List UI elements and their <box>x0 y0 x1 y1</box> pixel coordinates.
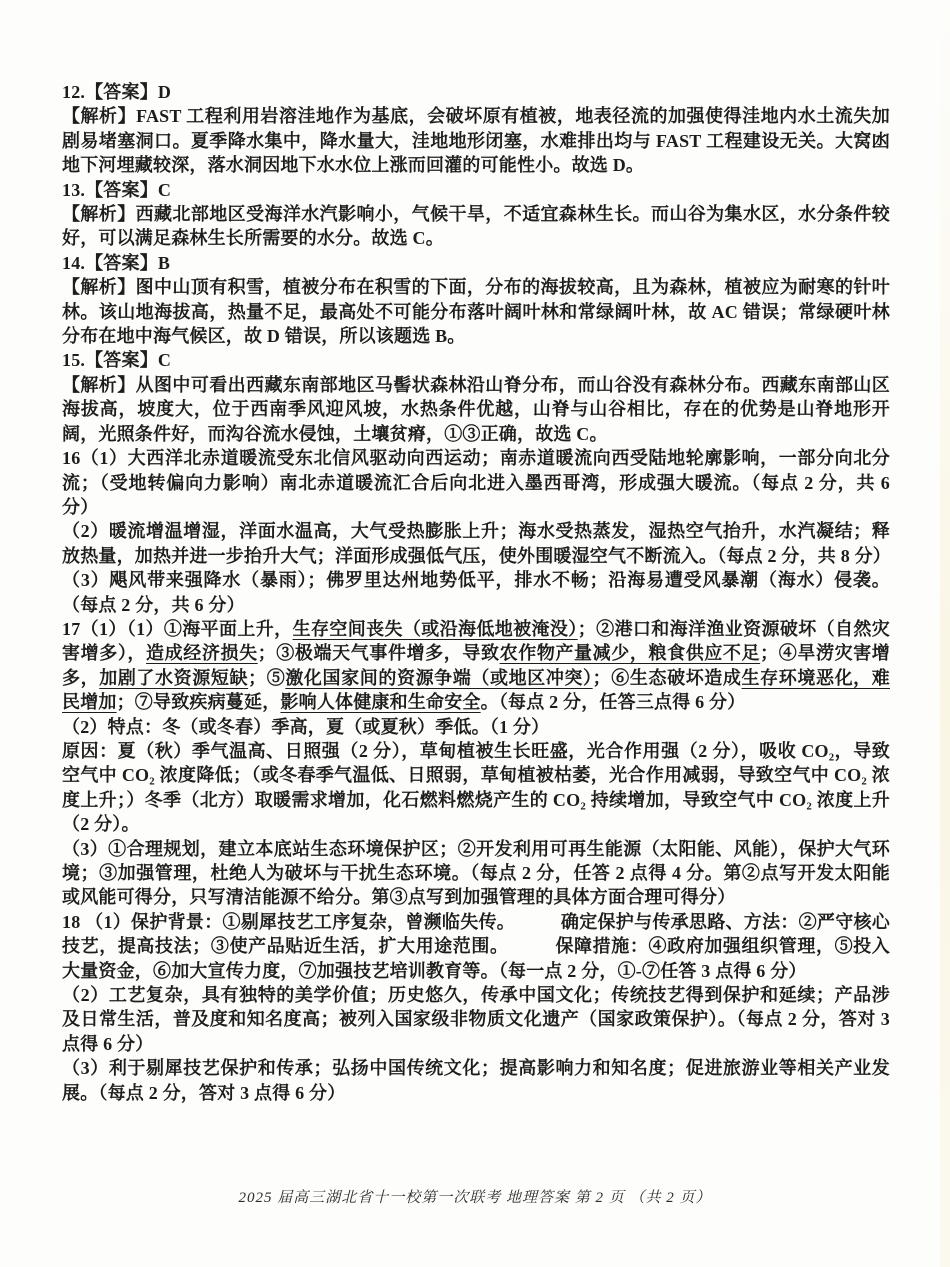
underlined-key-point: 生存环境恶化，难民增加 <box>62 667 890 713</box>
text-run: 18 （1）保护背景：①剔犀技艺工序复杂，曾濒临失传。 确定保护与传承思路、方法：②严守核心技艺，提高技法；③使产品贴近生活，扩大用途范围。 保障措施：④政府加强组织管理，⑤投入大量资金，⑥加大宣传力度，⑦加强技艺培训教育等。（每一点 2 分，①-⑦任答 3 点得 6 分） <box>62 911 890 981</box>
text-run: ；②港口和海洋渔业资源破坏（自然灾害增多）， <box>62 618 891 664</box>
text-run: （3）①合理规划，建立本底站生态环境保护区；②开发利用可再生能源（太阳能、风能），保护大气环境；③加强管理，杜绝人为破坏与干扰生态环境。（每点 2 分，任答 2 点得 4 分。第②点写开发太阳能或风能可得分，只写清洁能源不给分。第③点写到加强管理的具体方面合理可得分） <box>62 838 890 908</box>
underlined-key-point: 影响人体健康和生命安全 <box>280 692 481 713</box>
scan-edge-artifact <box>940 0 950 1267</box>
q18-part1 <box>62 910 890 983</box>
text-run: ；⑤ <box>248 667 286 688</box>
q17-part3 <box>62 837 890 910</box>
text-run: 12.【答案】D <box>62 82 172 102</box>
text-run: 【解析】FAST 工程利用岩溶洼地作为基底，会破坏原有植被，地表径流的加强使得洼地内水土流失加剧易堵塞洞口。夏季降水集中，降水量大，洼地地形闭塞，水难排出均与 FAST 工程建设无关。大窝凼地下河埋藏较深，落水洞因地下水水位上涨而回灌的可能性小。故选 D。 <box>62 106 890 176</box>
q15-analysis <box>62 373 890 446</box>
q14-answer <box>62 251 890 275</box>
text-run: 原因：夏（秋）季气温高、日照强（2 分），草甸植被生长旺盛，光合作用强（2 分），吸收 CO₂，导致空气中 CO₂ 浓度降低；（或冬春季气温低、日照弱，草甸植被枯萎，光合作用减弱，导致空气中 CO₂ 浓度上升；）冬季（北方）取暖需求增加，化石燃料燃烧产生的 CO₂ 持续增加，导致空气中 CO₂ 浓度上升（2 分）。 <box>62 740 890 835</box>
q13-answer <box>62 178 890 202</box>
text-run: ；③极端天气事件增多，导致 <box>257 643 500 664</box>
text-run: 13.【答案】C <box>62 179 172 200</box>
underlined-key-point: 激化国家间的资源争端（或地区冲突） <box>285 667 593 688</box>
underlined-key-point: 造成经济损失 <box>146 643 258 664</box>
q17-part1 <box>62 617 890 715</box>
q16-part3 <box>62 568 890 617</box>
text-run: 14.【答案】B <box>62 252 171 273</box>
q17-part2-reasons <box>62 739 890 837</box>
text-run: 【解析】从图中可看出西藏东南部地区马髻状森林沿山脊分布，而山谷没有森林分布。西藏东南部山区海拔高，坡度大，位于西南季风迎风坡，水热条件优越，山脊与山谷相比，存在的优势是山脊地形开阔，光照条件好，而沟谷流水侵蚀，土壤贫瘠，①③正确，故选 C。 <box>62 374 890 444</box>
text-run: （3）飓风带来强降水（暴雨）；佛罗里达州地势低平，排水不畅；沿海易遭受风暴潮（海水）侵袭。（每点 2 分，共 6 分） <box>62 570 890 615</box>
text-run: （3）利于剔犀技艺保护和传承；弘扬中国传统文化；提高影响力和知名度；促进旅游业等相关产业发展。（每点 2 分，答对 3 点得 6 分） <box>62 1058 890 1103</box>
answer-content <box>62 80 890 1105</box>
q15-answer <box>62 348 890 372</box>
q14-analysis <box>62 275 890 348</box>
text-run: 【解析】西藏北部地区受海洋水汽影响小，气候干旱，不适宜森林生长。而山谷为集水区，水分条件较好，可以满足森林生长所需要的水分。故选 C。 <box>62 204 890 249</box>
q12-analysis <box>62 104 890 177</box>
footer-text: 2025 届高三湖北省十一校第一次联考 地理答案 第 2 页 （共 2 页） <box>238 1190 712 1206</box>
q12-answer <box>62 80 890 104</box>
underlined-key-point: 农作物产量减少，粮食供应不足 <box>499 643 761 664</box>
text-run: 16（1）大西洋北赤道暖流受东北信风驱动向西运动；南赤道暖流向西受陆地轮廓影响，一部分向北分流；（受地转偏向力影响）南北赤道暖流汇合后向北进入墨西哥湾，形成强大暖流。（每点 2 分，共 6 分） <box>62 448 890 517</box>
text-run: （2）特点：冬（或冬春）季高，夏（或夏秋）季低。（1 分） <box>62 716 550 737</box>
text-run: 。（每点 2 分，任答三点得 6 分） <box>480 692 746 713</box>
q18-part3 <box>62 1056 890 1105</box>
q16-part1 <box>62 446 890 519</box>
text-run: 15.【答案】C <box>62 350 172 371</box>
q18-part2 <box>62 983 890 1056</box>
text-run: 【解析】图中山顶有积雪，植被分布在积雪的下面，分布的海拔较高，且为森林，植被应为耐寒的针叶林。该山地海拔高，热量不足，最高处不可能分布落叶阔叶林和常绿阔叶林，故 AC 错误；常绿硬叶林分布在地中海气候区，故 D 错误，所以该题选 B。 <box>62 277 890 347</box>
text-run: ；⑦导致疾病蔓延， <box>116 692 281 713</box>
underlined-key-point: 加剧了水资源短缺 <box>99 667 249 688</box>
text-run: 17（1）（1）①海平面上升， <box>62 618 293 639</box>
text-run: ；④旱涝灾害增多， <box>62 643 891 688</box>
text-run: ；⑥生态破坏造成 <box>592 667 742 688</box>
text-run: （2）工艺复杂，具有独特的美学价值；历史悠久，传承中国文化；传统技艺得到保护和延续；产品涉及日常生活，普及度和知名度高；被列入国家级非物质文化遗产（国家政策保护）。（每点 2 分，答对 3 点得 6 分） <box>62 985 890 1054</box>
text-run: （2）暖流增温增湿，洋面水温高，大气受热膨胀上升；海水受热蒸发，湿热空气抬升，水汽凝结；释放热量，加热并进一步抬升大气；洋面形成强低气压，使外围暖湿空气不断流入。（每点 2 分，共 8 分） <box>62 521 891 566</box>
q13-analysis <box>62 202 890 251</box>
underlined-key-point: 生存空间丧失（或沿海低地被淹没） <box>292 618 578 639</box>
q17-part2-features <box>62 715 890 739</box>
q16-part2 <box>62 519 890 568</box>
page-footer <box>0 1186 950 1207</box>
